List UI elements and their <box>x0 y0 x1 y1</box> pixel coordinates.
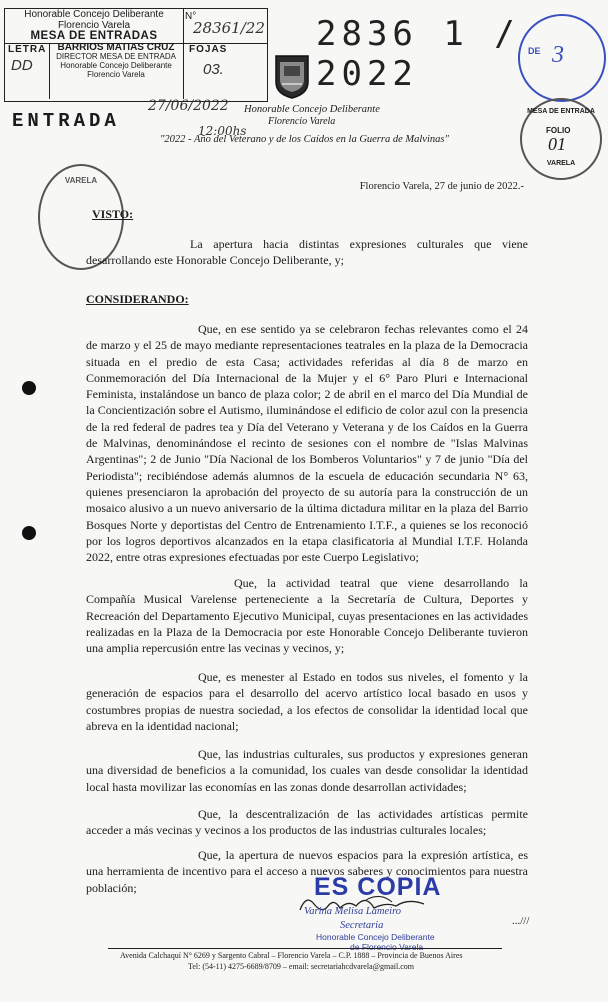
folio-value: 01 <box>548 134 566 154</box>
stamp-header <box>5 9 184 44</box>
stamp-nro-label: N° <box>185 11 197 22</box>
paragraph-1-text: Que, en ese sentido ya se celebraron fechas relevantes como el 24 de marzo y el 25 de mayo mediante representaciones teatrales en la plaza de la Democracia situada en el predio de esta Casa; actividades referidas al día 8 de marzo en Conmemoración del Día Internacional de la Mujer y el 6° Paro Pluri e Internacional Feminista, instalándose un banco de plaza color; 2 de abril en el marco del Día Mundial de la Concientización sobre el Autismo, iluminándose el edificio de color azul con la presencia de la red federal de padres tea y Día del Veterano y Veterana y de los Caídos en la Guerra de Malvinas, denominándose el recinto de sesiones con el nombre de "Islas Malvinas Argentinas"; 2 de Junio "Día Nacional de los Bomberos Voluntarios" y 7 de junio "Día del Periodista"; recibiéndose además alumnos de la escuela de educación secundaria N° 63, quienes presenciaron la aprobación del proyecto de su autoría para la construcción de un mosaico alusivo a un nuevo aniversario de la última dictadura militar en la plaza del Barrio Bosques Norte y deportistas del Centro de Entrenamiento I.T.F., a quienes se los reconoció por los logros deportivos alcanzados en la etapa clasificatoria al Mundial I.T.F. Holanda 2022, entre otras expresiones efectuadas por este Cuerpo Legislativo; <box>86 322 528 565</box>
stamp-mesa: MESA DE ENTRADAS <box>30 30 158 42</box>
blue-seal <box>518 14 606 102</box>
paragraph-3-text: Que, es menester al Estado en todos sus niveles, el fomento y la generación de espacios para el desarrollo del acervo artístico local basado en usos y costumbres propias de nuestra sociedad, a los efectos de consolidar la identidad local que abreva en la identidad nacional; <box>86 670 528 733</box>
paragraph-2-text: Que, la actividad teatral que viene desarrollando la Compañía Musical Varelense perteneciente a la Secretaría de Cultura, Deportes y Recreación del Departamento Ejecutivo Municipal, cuyas presentaciones en las actividades realizadas en la Plaza de la Democracia por este Honorable Concejo Deliberante tuvieron una amplia repercusión entre las vecinas y vecinos, y; <box>86 576 528 656</box>
continues-marker: .../// <box>512 915 530 927</box>
stamp-director-cell <box>49 43 184 99</box>
footer-contact: Tel: (54-11) 4275-6689/8709 – email: secretariahcdvarela@gmail.com <box>188 962 414 971</box>
considerando-paragraph-3 <box>86 669 528 734</box>
stamp-fojas-cell <box>183 43 267 99</box>
stamp-org-line2: Florencio Varela <box>57 20 131 31</box>
signer-role: Secretaria <box>340 920 384 931</box>
paragraph-6-text: Que, la apertura de nuevos espacios para la expresión artística, es una herramienta de incentivo para el acceso a nuevos saberes y conocimientos para nuestra población; <box>86 848 528 895</box>
stamp-letra-value: DD <box>11 57 33 74</box>
mesa-seal <box>520 98 602 180</box>
blue-seal-text: DE <box>528 46 541 56</box>
entrada-label: ENTRADA <box>12 110 120 132</box>
considerando-heading: CONSIDERANDO: <box>86 292 189 306</box>
stamp-director-line4: Florencio Varela <box>87 70 145 79</box>
es-copia-stamp: ES COPIA <box>314 873 442 901</box>
stamp-nro-value: 28361/22 <box>193 19 265 37</box>
crest-icon <box>274 54 310 100</box>
stamp-letra-label: LETRA <box>8 44 47 55</box>
header-city: Florencio Varela <box>268 116 336 127</box>
stamp-date: 27/06/2022 <box>148 98 229 114</box>
paragraph-5-text: Que, la descentralización de las actividades artísticas permite acceder a más vecinas y vecinos a los productos de las industrias culturales locales; <box>86 807 528 838</box>
considerando-paragraph-5 <box>86 806 528 839</box>
considerando-paragraph-2 <box>86 575 528 656</box>
entry-stamp <box>4 8 268 102</box>
footer-address: Avenida Calchaquí N° 6269 y Sargento Cabral – Florencio Varela – C.P. 1888 – Provincia de Buenos Aires <box>120 951 463 960</box>
punch-hole-bottom <box>22 526 36 540</box>
header-motto: "2022 - Año del Veterano y de los Caídos en la Guerra de Malvinas" <box>160 134 449 145</box>
signer-org-line2: de Florencio Varela <box>350 942 424 952</box>
stamp-director-line3: Honorable Concejo Deliberante <box>60 61 172 70</box>
stamp-letra-cell <box>5 43 50 99</box>
blue-seal-number: 3 <box>552 42 564 68</box>
considerando-paragraph-4 <box>86 746 528 795</box>
city-date: Florencio Varela, 27 de junio de 2022.- <box>359 181 524 192</box>
visto-paragraph <box>86 236 528 269</box>
footer-divider <box>108 948 502 949</box>
stamp-org-line1: Honorable Concejo Deliberante <box>24 9 164 20</box>
considerando-paragraph-1 <box>86 321 528 565</box>
punch-hole-top <box>22 381 36 395</box>
left-seal-text: VARELA <box>64 176 98 185</box>
paragraph-4-text: Que, las industrias culturales, sus productos y expresiones generan una diversidad de beneficios a la comunidad, los cuales van desde consolidar la identidad local hasta movilizar las economías en las zonas donde desarrollan actividades; <box>86 747 528 794</box>
stamp-director-line2: DIRECTOR MESA DE ENTRADA <box>56 52 176 61</box>
signer-name: Varina Melisa Lameiro <box>304 906 402 917</box>
considerando-paragraph-6 <box>86 847 528 896</box>
visto-text: La apertura hacia distintas expresiones culturales que viene desarrollando este Honorable Concejo Deliberante, y; <box>86 237 528 268</box>
mesa-seal-city: VARELA <box>546 160 576 167</box>
signer-org-line1: Honorable Concejo Deliberante <box>316 932 435 942</box>
stamp-director-name: BARRIOS MATIAS CRUZ <box>57 42 175 53</box>
expediente-number: 2836 1 / 2022 <box>316 14 520 94</box>
stamp-time: 12:00hs <box>198 124 247 138</box>
visto-heading: VISTO: <box>92 207 134 221</box>
stamp-fojas-value: 03. <box>203 61 224 78</box>
stamp-nro-cell <box>183 9 267 44</box>
mesa-seal-text: MESA DE ENTRADA <box>527 108 595 115</box>
header-institution: Honorable Concejo Deliberante <box>244 104 380 115</box>
folio-label: FOLIO <box>546 126 571 135</box>
stamp-fojas-label: FOJAS <box>189 44 228 55</box>
